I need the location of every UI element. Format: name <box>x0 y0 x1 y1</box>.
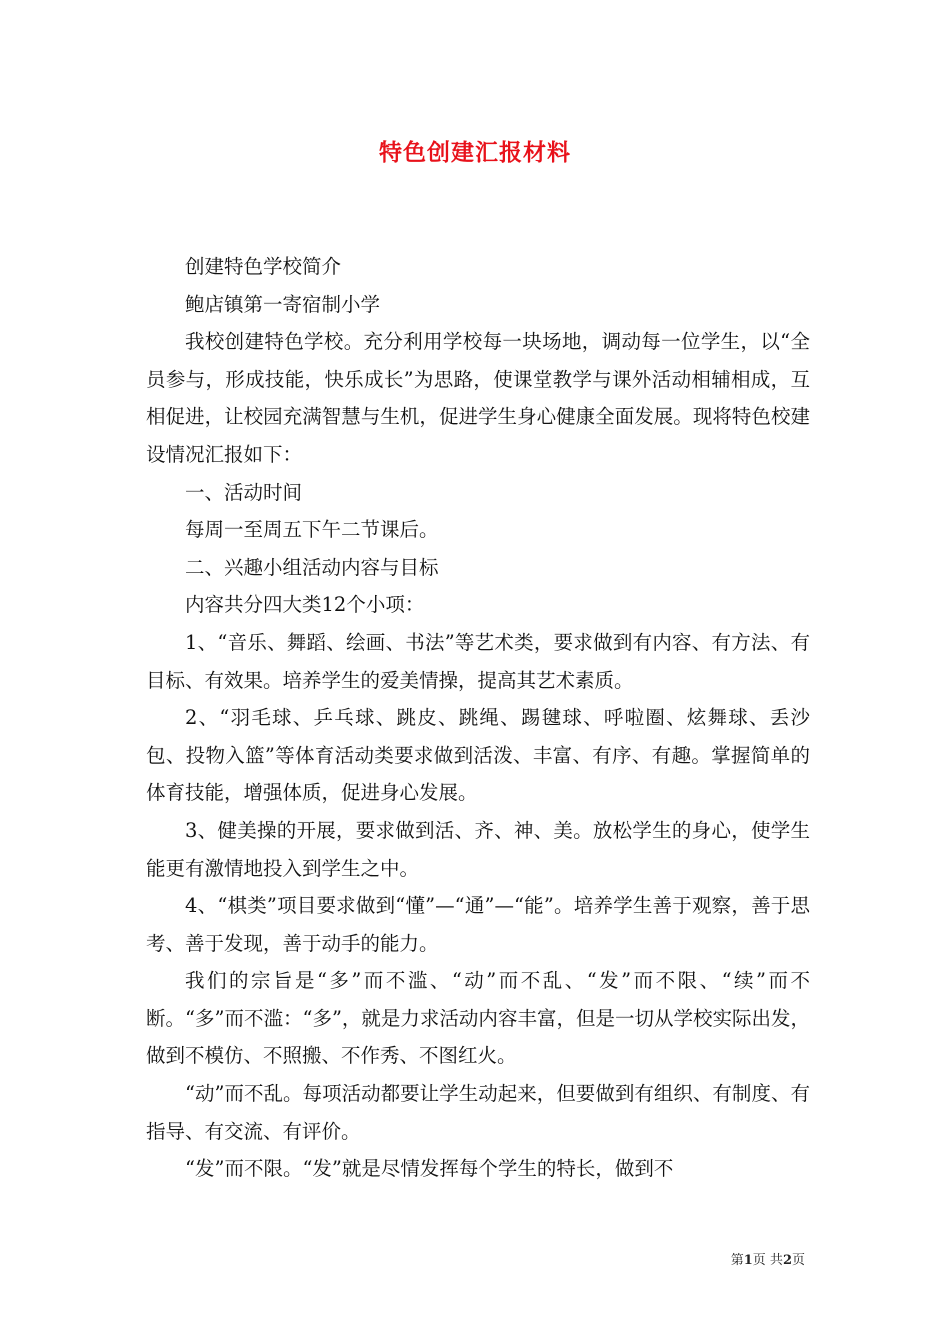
paragraph-overview: 我校创建特色学校。充分利用学校每一块场地，调动每一位学生，以“全员参与，形成技能，快乐成长”为思路，使课堂教学与课外活动相辅相成，互相促进，让校园充满智慧与生机，促进学生身心健康全面发展。现将特色校建设情况汇报如下： <box>146 330 810 466</box>
paragraph-item-sports: 2、“羽毛球、乒乓球、跳皮、跳绳、踢毽球、呼啦圈、炫舞球、丢沙包、投物入篮”等体育活动类要求做到活泼、丰富、有序、有趣。掌握简单的体育技能，增强体质，促进身心发展。 <box>146 706 810 805</box>
page-title: 特色创建汇报材料 <box>379 139 571 166</box>
paragraph-item-aerobics: 3、健美操的开展，要求做到活、齐、神、美。放松学生的身心，使学生能更有激情地投入到学生之中。 <box>146 818 810 880</box>
paragraph-school-name: 鲍店镇第一寄宿制小学 <box>185 292 381 316</box>
paragraph-principle-fa: “发”而不限。“发”就是尽情发挥每个学生的特长，做到不 <box>185 1157 674 1181</box>
footer-total-pages: 2 <box>782 1253 792 1268</box>
paragraph-principle-dong: “动”而不乱。每项活动都要让学生动起来，但要做到有组织、有制度、有指导、有交流、有评价。 <box>146 1082 810 1143</box>
footer-current-page: 1 <box>743 1253 753 1268</box>
paragraph-item-chess: 4、“棋类”项目要求做到“懂”—“通”—“能”。培养学生善于观察，善于思考、善于发现，善于动手的能力。 <box>146 894 810 955</box>
paragraph-intro-heading: 创建特色学校简介 <box>185 255 342 278</box>
paragraph-content-summary: 内容共分四大类12个小项： <box>185 593 425 617</box>
paragraph-principles: 我们的宗旨是“多”而不滥、“动”而不乱、“发”而不限、“续”而不断。“多”而不滥：“多”，就是力求活动内容丰富，但是一切从学校实际出发，做到不模仿、不照搬、不作秀、不图红火。 <box>146 969 810 1068</box>
footer-suffix: 页 <box>791 1253 805 1268</box>
section-heading-activity-time: 一、活动时间 <box>185 480 303 504</box>
paragraph-item-arts: 1、“音乐、舞蹈、绘画、书法”等艺术类，要求做到有内容、有方法、有目标、有效果。培养学生的爱美情操，提高其艺术素质。 <box>146 630 810 692</box>
section-heading-interest-groups: 二、兴趣小组活动内容与目标 <box>185 555 439 579</box>
footer-middle: 页 共 <box>752 1253 783 1268</box>
footer-prefix: 第 <box>730 1253 744 1268</box>
document-body <box>146 248 810 1188</box>
page-footer <box>731 1249 805 1268</box>
paragraph-activity-time: 每周一至周五下午二节课后。 <box>185 518 439 542</box>
